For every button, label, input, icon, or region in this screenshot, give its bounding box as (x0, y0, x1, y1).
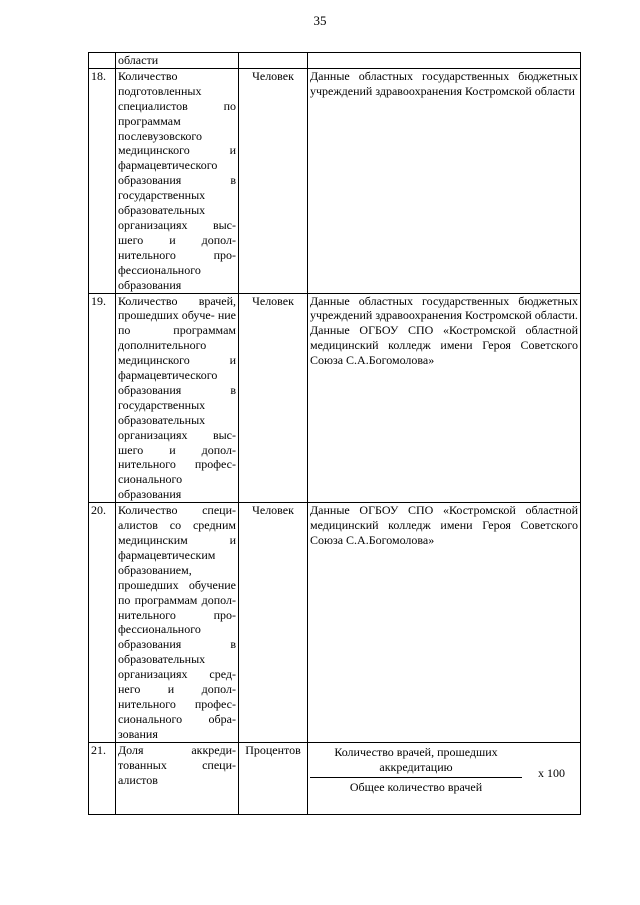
data-source-text: Данные областных государственных бюджетных учреждений здравоохранения Костромской области (310, 68, 578, 98)
data-source-text: Данные ОГБОУ СПО «Костромской областной медицинский колледж имени Героя Советского Союза С.А.Богомолова» (310, 323, 578, 368)
data-source (308, 503, 581, 743)
table-row (89, 68, 581, 293)
indicator-name: Количество специ- алистов со средним медицинским и фармацевтическим образованием, прошедших обучение по программам допол- нительного про- фессионального образования в образовательных организациях сред- него и допол- нительного профес- сионального обра- зования (116, 503, 239, 743)
calculation-formula (308, 742, 581, 814)
row-number: 18. (89, 68, 116, 293)
unit-of-measure: Человек (239, 293, 308, 503)
indicator-name: области (116, 53, 239, 69)
formula-numerator: Количество врачей, прошедших аккредитацию (334, 744, 498, 774)
indicator-name: Количество врачей, прошедших обуче- ние по программам дополнительного медицинского и фармацевтического образования в государственных образовательных организациях выс- шего и допол- нительного профес- сионального образования (116, 293, 239, 503)
fraction-bar (310, 777, 522, 778)
data-source-text: Данные ОГБОУ СПО «Костромской областной медицинский колледж имени Героя Советского Союза С.А.Богомолова» (310, 503, 578, 547)
page-number: 35 (313, 13, 327, 28)
data-source (308, 68, 581, 293)
table-row (89, 742, 581, 814)
table-row (89, 503, 581, 743)
row-number: 21. (89, 742, 116, 814)
unit-of-measure: Человек (239, 68, 308, 293)
indicator-table (88, 52, 581, 815)
fraction (310, 745, 522, 795)
formula-denominator: Общее количество врачей (349, 779, 483, 794)
indicator-name: Количество подготовленных специалистов по программам послевузовского медицинского и фармацевтического образования в государственных образовательных организациях выс- шего и допол- нительного про- фессионального образования (116, 68, 239, 293)
table-row (89, 293, 581, 503)
unit-of-measure (239, 53, 308, 69)
row-number: 19. (89, 293, 116, 503)
unit-of-measure: Процентов (239, 742, 308, 814)
data-source (308, 293, 581, 503)
row-number: 20. (89, 503, 116, 743)
indicator-name: Доля аккреди- тованных специ- алистов (116, 742, 239, 814)
table-row (89, 53, 581, 69)
data-source-text: Данные областных государственных бюджетных учреждений здравоохранения Костромской области. (310, 293, 578, 323)
unit-of-measure: Человек (239, 503, 308, 743)
data-source (308, 53, 581, 69)
row-number (89, 53, 116, 69)
formula-multiplier: x 100 (538, 765, 565, 780)
